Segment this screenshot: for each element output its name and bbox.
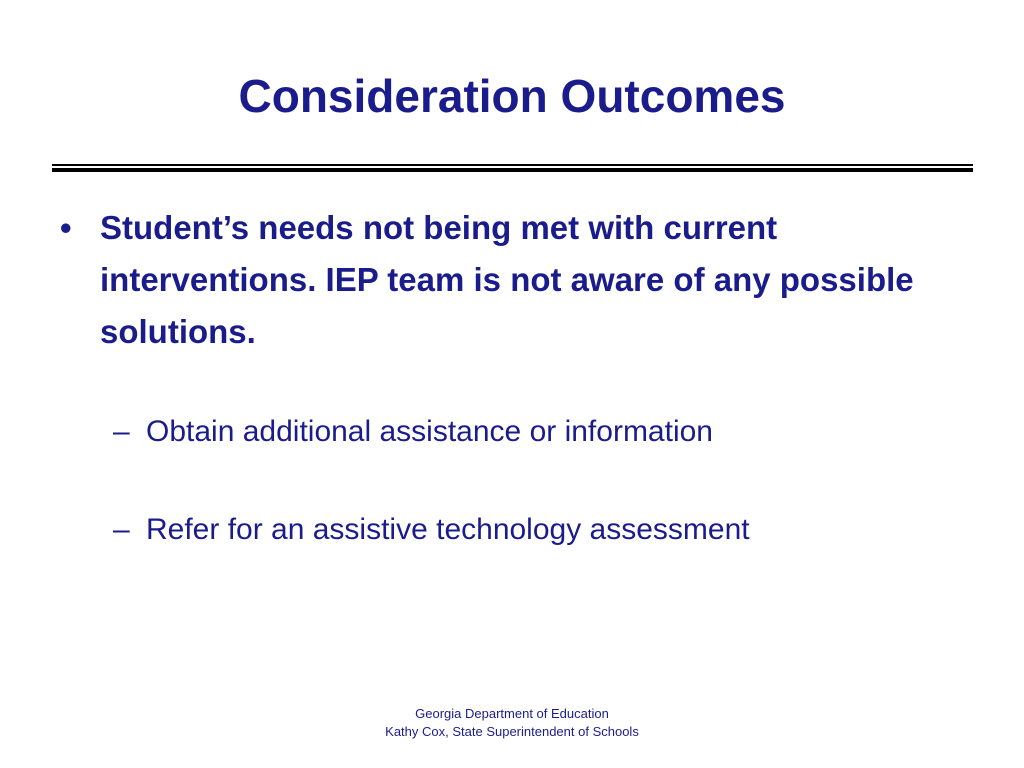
sub-bullet-text: Refer for an assistive technology assessment xyxy=(146,513,750,546)
bullet-text: Student’s needs not being met with current interventions. IEP team is not aware of any possible solutions. xyxy=(100,209,914,350)
sub-bullet-refer-assessment xyxy=(113,510,933,550)
footer-organization: Georgia Department of Education xyxy=(415,706,609,721)
footer-superintendent: Kathy Cox, State Superintendent of Schools xyxy=(385,724,639,739)
bullet-marker: • xyxy=(60,209,72,246)
title-divider-thin xyxy=(52,164,973,166)
title-divider-thick xyxy=(52,168,973,172)
sub-bullet-text: Obtain additional assistance or information xyxy=(146,415,713,448)
sub-bullet-marker: – xyxy=(113,415,130,448)
slide-title: Consideration Outcomes xyxy=(238,70,786,122)
sub-bullet-marker: – xyxy=(113,513,130,546)
sub-bullet-obtain-assistance xyxy=(113,412,933,452)
slide-footer xyxy=(0,705,1024,741)
main-bullet xyxy=(60,202,940,358)
